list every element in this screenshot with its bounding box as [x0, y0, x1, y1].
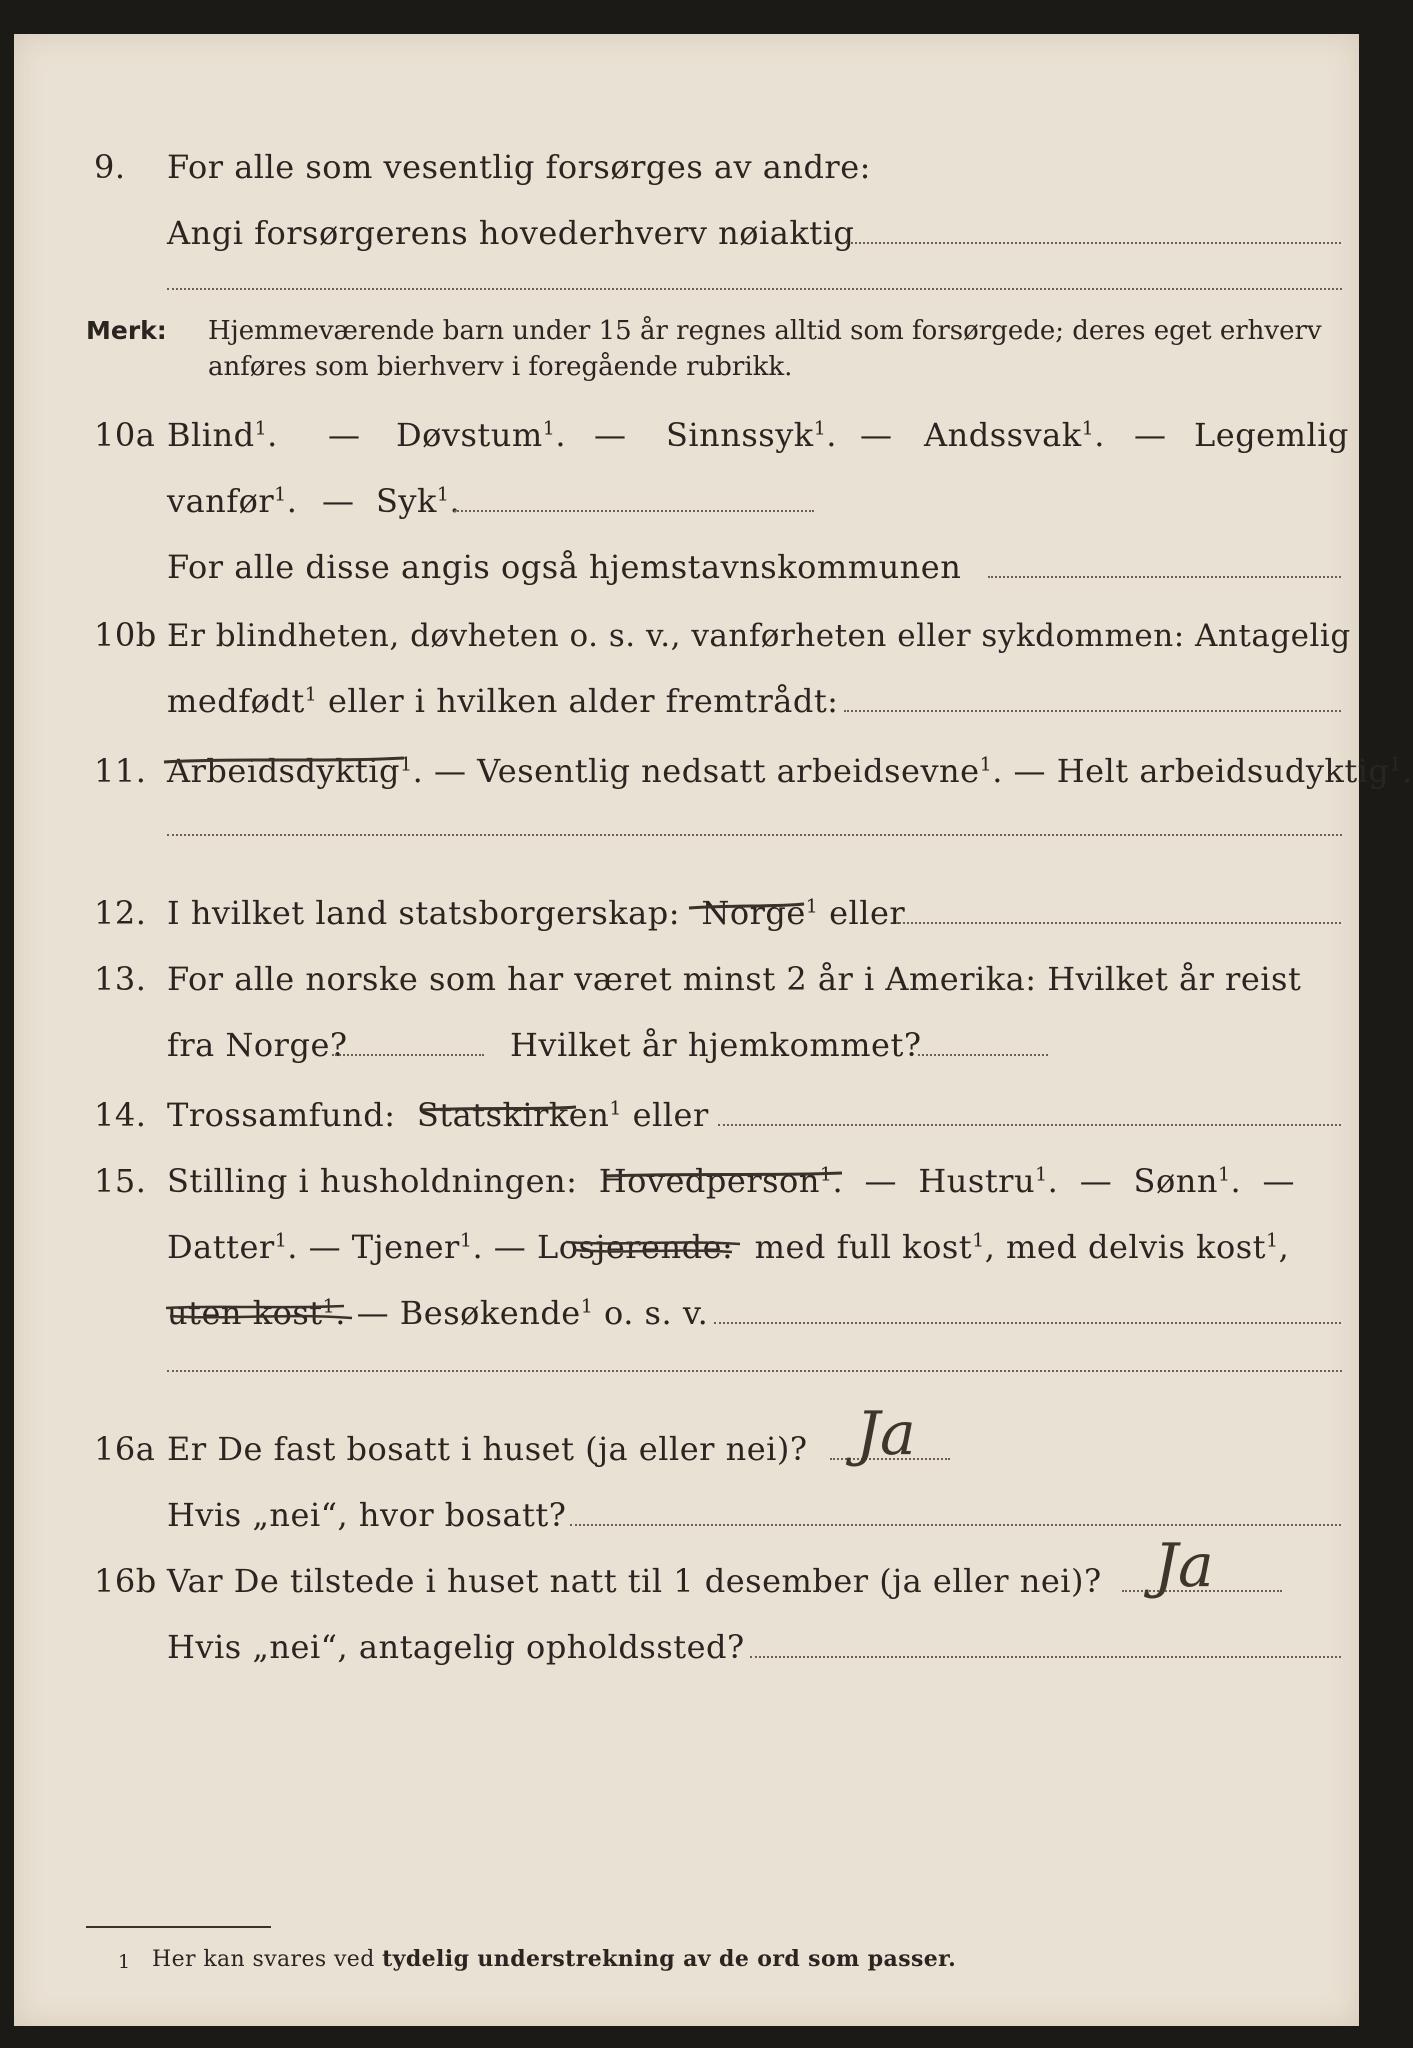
dash: —	[328, 416, 361, 454]
question-text: For alle disse angis også hjemstavnskommunen	[167, 548, 962, 586]
question-text: For alle som vesentlig forsørges av andre:	[167, 148, 871, 186]
dash: —	[860, 416, 893, 454]
question-10a	[14, 404, 1359, 464]
question-12	[14, 882, 1359, 942]
question-14	[14, 1084, 1359, 1144]
answer-line[interactable]	[718, 1124, 1341, 1126]
answer-line[interactable]	[714, 1322, 1341, 1324]
option-andssvak: Andssvak$^1$.	[924, 416, 1105, 454]
handwritten-answer-16b: Ja	[1154, 1531, 1214, 1601]
option-nedsatt: Vesentlig nedsatt arbeidsevne	[477, 752, 980, 790]
question-number: 12.	[94, 894, 147, 932]
option-statskirken: Statskirken	[416, 1096, 610, 1134]
question-number: 13.	[94, 960, 147, 998]
answer-line[interactable]	[844, 710, 1341, 712]
question-13-line-2	[14, 1014, 1359, 1074]
question-text: Er blindheten, døvheten o. s. v., vanførheten eller sykdommen: Antagelig	[167, 618, 1351, 654]
option-dovstum: Døvstum$^1$.	[396, 416, 566, 454]
census-form-page	[14, 34, 1413, 2026]
question-text: Hvis „nei“, antagelig opholdssted?	[167, 1628, 745, 1666]
option-syk: Syk$^1$.	[376, 482, 461, 520]
question-text: Angi forsørgerens hovederhverv nøiaktig	[167, 214, 855, 252]
footnote-rule	[86, 1926, 271, 1928]
question-text: Hvis „nei“, hvor bosatt?	[167, 1496, 567, 1534]
option-losjerende: Losjerende:	[536, 1228, 734, 1266]
note-text: anføres som bierhverv i foregående rubrikk.	[208, 352, 793, 382]
dash: —	[322, 482, 355, 520]
option-vanfor: vanfør$^1$.	[167, 482, 298, 520]
question-15-line-4	[14, 1330, 1359, 1390]
option-norge: Norge	[701, 894, 806, 932]
question-text: uten kost$^1$. — Besøkende$^1$ o. s. v.	[167, 1294, 709, 1332]
question-number: 10a	[94, 416, 156, 454]
answer-line[interactable]	[846, 242, 1341, 244]
question-10a-line-3	[14, 536, 1359, 596]
question-15-line-2	[14, 1216, 1359, 1276]
option-arbeidsdyktig: Arbeidsdyktig	[167, 752, 400, 790]
option-sinnssyk: Sinnssyk$^1$.	[666, 416, 837, 454]
option-uten-kost: uten kost	[167, 1294, 323, 1332]
question-number: 9.	[94, 148, 126, 186]
question-9-line-3	[14, 248, 1359, 308]
handwritten-answer-16a: Ja	[856, 1399, 916, 1469]
answer-line[interactable]	[918, 1054, 1048, 1056]
answer-line[interactable]	[167, 1370, 1342, 1372]
dash: —	[594, 416, 627, 454]
question-text: Arbeidsdyktig$^1$. — Vesentlig nedsatt arbeidsevne$^1$. — Helt arbeidsudyktig$^1$.	[167, 752, 1413, 790]
question-16a	[14, 1418, 1359, 1478]
question-text: Er De fast bosatt i huset (ja eller nei)?	[167, 1430, 808, 1468]
question-9	[14, 136, 1359, 196]
question-number: 16a	[94, 1430, 156, 1468]
note-label: Merk:	[86, 316, 167, 345]
question-16b-line-2	[14, 1616, 1359, 1676]
answer-line[interactable]	[896, 922, 1341, 924]
question-15	[14, 1150, 1359, 1210]
question-10a-line-2	[14, 470, 1359, 530]
answer-line[interactable]	[167, 834, 1342, 836]
footnote-number: 1	[118, 1951, 131, 1973]
question-text: Var De tilstede i huset natt til 1 desember (ja eller nei)?	[167, 1562, 1102, 1600]
dash: —	[1134, 416, 1167, 454]
answer-line[interactable]	[167, 288, 1342, 290]
question-11-line-2	[14, 794, 1359, 854]
question-text: For alle norske som har været minst 2 år i Amerika: Hvilket år reist	[167, 960, 1302, 998]
question-text: medfødt$^1$ eller i hvilken alder fremtrådt:	[167, 682, 839, 720]
question-number: 11.	[94, 752, 147, 790]
note-text: Hjemmeværende barn under 15 år regnes alltid som forsørgede; deres eget erhverv	[208, 316, 1322, 346]
option-udyktig: Helt arbeidsudyktig	[1056, 752, 1390, 790]
question-10b-line-2	[14, 670, 1359, 730]
question-13	[14, 948, 1359, 1008]
question-number: 10b	[94, 616, 157, 654]
option-blind: Blind$^1$.	[167, 416, 278, 454]
question-text: Datter$^1$. — Tjener$^1$. — Losjerende: med full kost$^1$, med delvis kost$^1$,	[167, 1228, 1290, 1266]
question-text: fra Norge?	[167, 1026, 348, 1064]
question-text: Hvilket år hjemkommet?	[510, 1026, 922, 1064]
footnote-text: Her kan svares ved tydelig understrekning av de ord som passer.	[152, 1946, 957, 1972]
answer-line[interactable]	[750, 1656, 1341, 1658]
question-text: I hvilket land statsborgerskap: Norge$^1$ eller	[167, 894, 906, 932]
answer-line[interactable]	[454, 510, 814, 512]
question-10b	[14, 604, 1359, 664]
question-number: 16b	[94, 1562, 157, 1600]
question-number: 15.	[94, 1162, 147, 1200]
option-hovedperson: Hovedperson	[598, 1162, 820, 1200]
option-legemlig: Legemlig	[1194, 416, 1349, 454]
question-11	[14, 740, 1413, 800]
question-number: 14.	[94, 1096, 147, 1134]
question-text: Stilling i husholdningen: Hovedperson$^1$. — Hustru$^1$. — Sønn$^1$. —	[167, 1162, 1296, 1200]
answer-line[interactable]	[570, 1524, 1341, 1526]
answer-line[interactable]	[988, 576, 1341, 578]
answer-line[interactable]	[332, 1054, 484, 1056]
question-text: Trossamfund: Statskirken$^1$ eller	[167, 1096, 709, 1134]
